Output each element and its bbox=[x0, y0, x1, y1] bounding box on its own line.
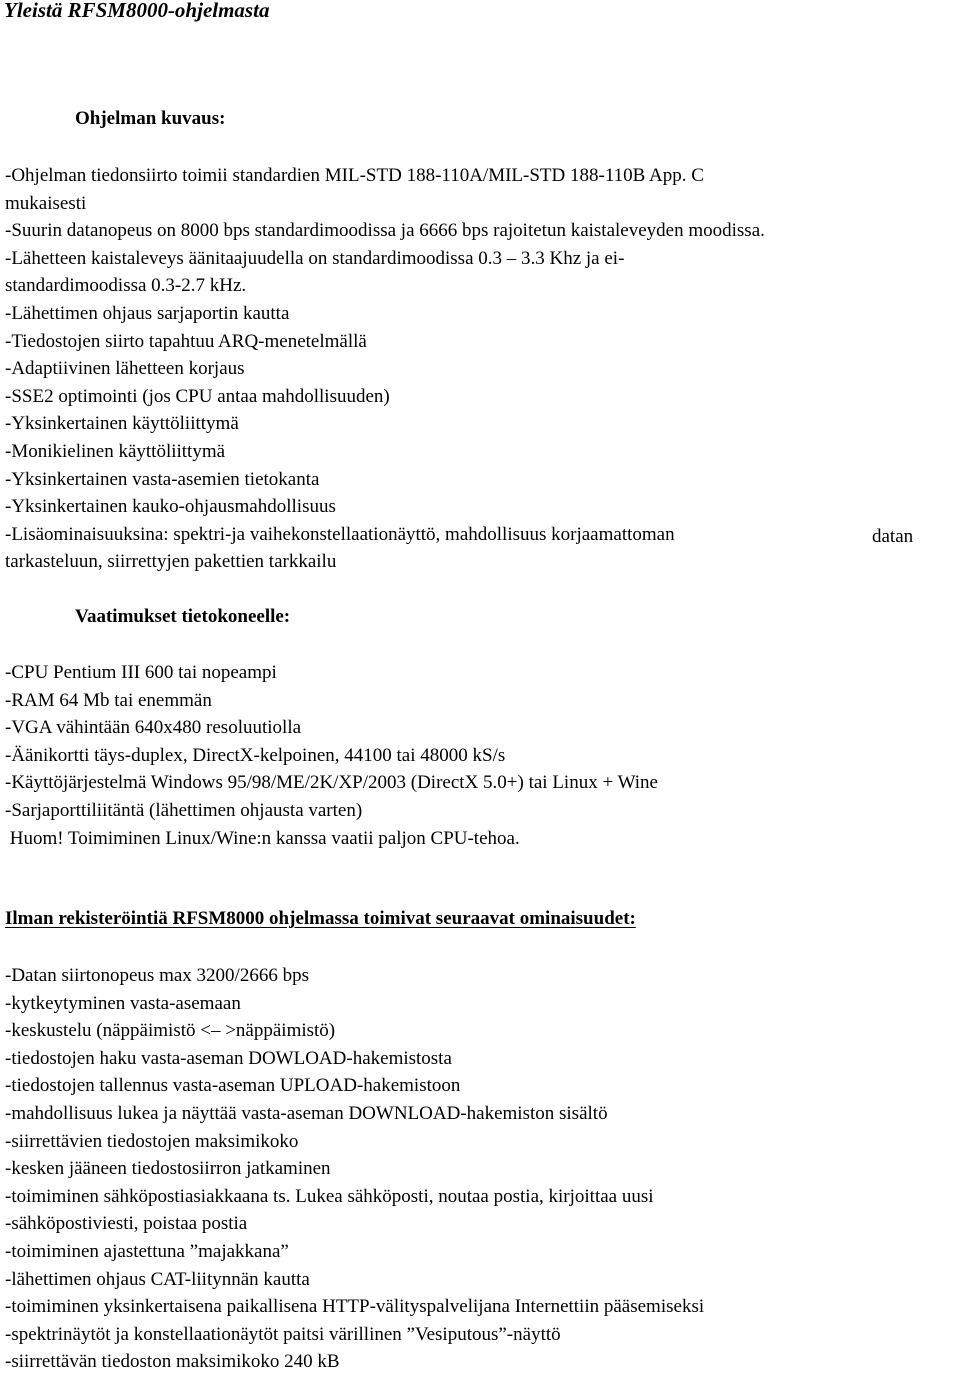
unregistered-list bbox=[5, 962, 704, 1376]
description-line: -Yksinkertainen vasta-asemien tietokanta bbox=[5, 468, 320, 490]
feature-line: -toimiminen sähköpostiasiakkaana ts. Lukea sähköposti, noutaa postia, kirjoittaa uusi bbox=[5, 1185, 654, 1207]
description-line: -Lähettimen ohjaus sarjaportin kautta bbox=[5, 302, 290, 324]
description-line: mukaisesti bbox=[5, 192, 87, 214]
requirement-line: -Käyttöjärjestelmä Windows 95/98/ME/2K/XP/2003 (DirectX 5.0+) tai Linux + Wine bbox=[5, 772, 658, 794]
description-line: -Yksinkertainen käyttöliittymä bbox=[5, 413, 239, 435]
requirement-line: -Sarjaporttiliitäntä (lähettimen ohjausta varten) bbox=[5, 799, 363, 821]
feature-line: -keskustelu (näppäimistö <– >näppäimistö) bbox=[5, 1020, 336, 1042]
description-line: standardimoodissa 0.3-2.7 kHz. bbox=[5, 275, 247, 297]
description-line: -Adaptiivinen lähetteen korjaus bbox=[5, 358, 245, 380]
feature-line: -siirrettävän tiedoston maksimikoko 240 kB bbox=[5, 1351, 340, 1373]
feature-line: -sähköpostiviesti, poistaa postia bbox=[5, 1213, 248, 1235]
feature-line: -toimiminen yksinkertaisena paikallisena HTTP-välityspalvelijana Internettiin pääsemiseksi bbox=[5, 1296, 705, 1318]
requirement-line: -RAM 64 Mb tai enemmän bbox=[5, 689, 212, 711]
feature-line: -lähettimen ohjaus CAT-liitynnän kautta bbox=[5, 1268, 310, 1290]
page-title: Yleistä RFSM8000-ohjelmasta bbox=[4, 0, 270, 22]
description-list bbox=[5, 162, 765, 576]
feature-line: -tiedostojen haku vasta-aseman DOWLOAD-hakemistosta bbox=[5, 1047, 452, 1069]
description-line: -Ohjelman tiedonsiirto toimii standardien MIL-STD 188-110A/MIL-STD 188-110B App. C bbox=[5, 165, 704, 186]
unregistered-heading: Ilman rekisteröintiä RFSM8000 ohjelmassa toimivat seuraavat ominaisuudet: bbox=[5, 908, 636, 929]
description-line: -Yksinkertainen kauko-ohjausmahdollisuus bbox=[5, 496, 336, 518]
feature-line: -tiedostojen tallennus vasta-aseman UPLOAD-hakemistoon bbox=[5, 1075, 461, 1097]
feature-line: -mahdollisuus lukea ja näyttää vasta-aseman DOWNLOAD-hakemiston sisältö bbox=[5, 1102, 608, 1124]
requirements-list bbox=[5, 659, 658, 852]
description-line: -Lisäominaisuuksina: spektri-ja vaihekonstellaationäyttö, mahdollisuus korjaamattoman bbox=[5, 523, 675, 545]
description-line: -Lähetteen kaistaleveys äänitaajuudella on standardimoodissa 0.3 – 3.3 Khz ja ei- bbox=[5, 247, 625, 269]
requirement-line: -VGA vähintään 640x480 resoluutiolla bbox=[5, 717, 302, 739]
description-line: tarkasteluun, siirrettyjen pakettien tarkkailu bbox=[5, 551, 337, 573]
feature-line: -siirrettävien tiedostojen maksimikoko bbox=[5, 1130, 299, 1152]
feature-line: -kytkeytyminen vasta-asemaan bbox=[5, 992, 241, 1014]
description-trailing-word: datan bbox=[872, 526, 914, 547]
requirement-line: -CPU Pentium III 600 tai nopeampi bbox=[5, 662, 277, 683]
feature-line: -kesken jääneen tiedostosiirron jatkaminen bbox=[5, 1158, 331, 1180]
requirement-line: -Äänikortti täys-duplex, DirectX-kelpoinen, 44100 tai 48000 kS/s bbox=[5, 744, 506, 766]
description-heading: Ohjelman kuvaus: bbox=[75, 108, 226, 129]
description-line: -SSE2 optimointi (jos CPU antaa mahdollisuuden) bbox=[5, 385, 390, 407]
description-line: -Tiedostojen siirto tapahtuu ARQ-menetelmällä bbox=[5, 330, 367, 352]
feature-line: -toimiminen ajastettuna ”majakkana” bbox=[5, 1240, 289, 1262]
requirement-line: Huom! Toimiminen Linux/Wine:n kanssa vaatii paljon CPU-tehoa. bbox=[5, 827, 520, 849]
description-line: -Monikielinen käyttöliittymä bbox=[5, 440, 226, 462]
feature-line: -spektrinäytöt ja konstellaationäytöt paitsi värillinen ”Vesiputous”-näyttö bbox=[5, 1323, 561, 1345]
description-line: -Suurin datanopeus on 8000 bps standardimoodissa ja 6666 bps rajoitetun kaistaleveyden moodissa. bbox=[5, 220, 765, 242]
feature-line: -Datan siirtonopeus max 3200/2666 bps bbox=[5, 965, 309, 986]
requirements-heading: Vaatimukset tietokoneelle: bbox=[75, 606, 291, 627]
